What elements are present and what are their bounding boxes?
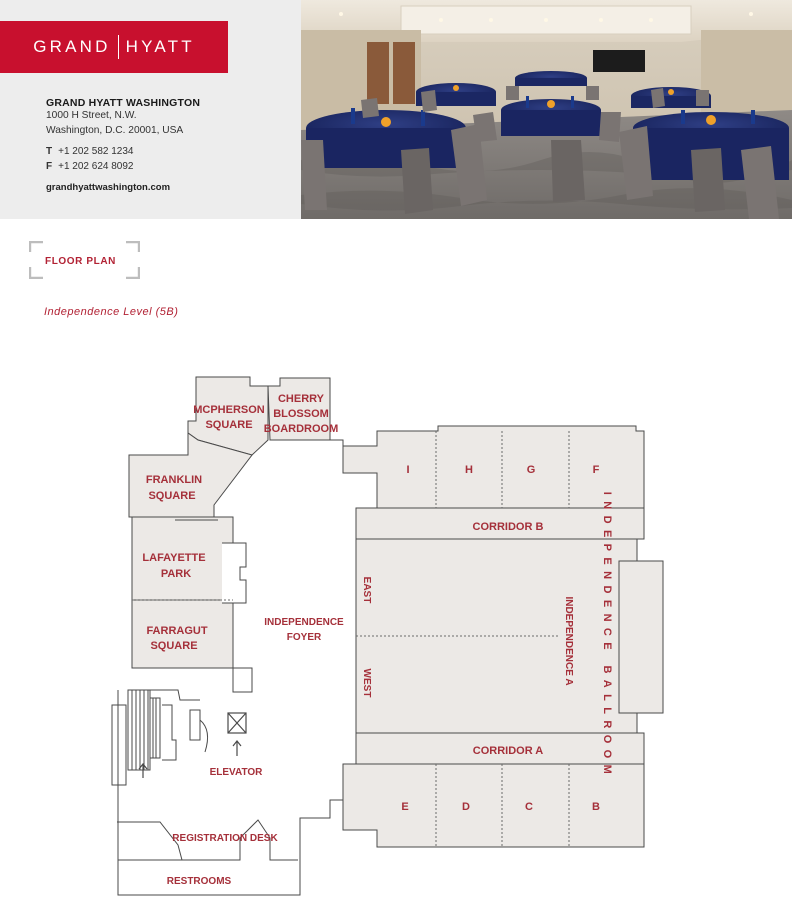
phone-prefix: T bbox=[46, 146, 53, 157]
label-section-c: C bbox=[525, 801, 533, 813]
label-independence-a: INDEPENDENCE A bbox=[563, 596, 574, 686]
level-subtitle: Independence Level (5B) bbox=[44, 306, 179, 318]
label-elevator: ELEVATOR bbox=[209, 767, 263, 778]
logo-text-grand: GRAND bbox=[33, 37, 111, 56]
ballroom-photo bbox=[301, 0, 792, 219]
label-section-f: F bbox=[592, 464, 600, 476]
floor-plan-title: FLOOR PLAN bbox=[45, 256, 116, 267]
phone-number[interactable]: +1 202 582 1234 bbox=[58, 146, 134, 157]
label-mcpherson-1: MCPHERSON bbox=[193, 404, 265, 416]
label-farragut-1: FARRAGUT bbox=[146, 625, 208, 637]
label-foyer-2: FOYER bbox=[286, 632, 322, 643]
ballroom-photo-illustration bbox=[301, 0, 792, 219]
hotel-name: GRAND HYATT WASHINGTON bbox=[46, 97, 201, 109]
label-east: EAST bbox=[361, 576, 372, 604]
label-corridor-b: CORRIDOR B bbox=[472, 521, 544, 533]
label-registration: REGISTRATION DESK bbox=[172, 833, 278, 844]
ballroom-stage[interactable] bbox=[619, 561, 663, 713]
fax-number: +1 202 624 8092 bbox=[58, 161, 134, 172]
label-franklin-2: SQUARE bbox=[148, 490, 196, 502]
label-corridor-a: CORRIDOR A bbox=[472, 745, 544, 757]
label-foyer-1: INDEPENDENCE bbox=[264, 617, 344, 628]
label-cherry-1: CHERRY bbox=[277, 393, 325, 405]
fax-prefix: F bbox=[46, 161, 53, 172]
label-farragut-2: SQUARE bbox=[150, 640, 198, 652]
label-lafayette-2: PARK bbox=[160, 568, 192, 580]
address-line-2: Washington, D.C. 20001, USA bbox=[46, 125, 184, 136]
label-section-b: B bbox=[592, 801, 600, 813]
label-lafayette-1: LAFAYETTE bbox=[142, 552, 206, 564]
label-section-d: D bbox=[462, 801, 470, 813]
address-line-1: 1000 H Street, N.W. bbox=[46, 110, 137, 121]
label-section-g: G bbox=[526, 464, 536, 476]
label-ballroom: INDEPENDENCE BALLROOM bbox=[601, 491, 613, 781]
floor-plan-svg bbox=[0, 360, 792, 900]
website-link[interactable]: grandhyattwashington.com bbox=[46, 182, 171, 193]
label-cherry-3: BOARDROOM bbox=[263, 423, 339, 435]
label-mcpherson-2: SQUARE bbox=[205, 419, 253, 431]
logo-text-hyatt: HYATT bbox=[125, 37, 195, 56]
label-section-i: I bbox=[406, 464, 410, 476]
label-franklin-1: FRANKLIN bbox=[145, 474, 203, 486]
grand-hyatt-logo[interactable] bbox=[0, 21, 228, 73]
elevator-icon[interactable] bbox=[228, 713, 246, 733]
label-restrooms: RESTROOMS bbox=[166, 876, 232, 887]
stairs bbox=[112, 690, 208, 785]
label-cherry-2: BLOSSOM bbox=[273, 408, 329, 420]
label-west: WEST bbox=[361, 668, 372, 698]
floor-plan bbox=[0, 360, 792, 900]
logo-divider bbox=[118, 35, 119, 59]
phone-line bbox=[46, 146, 133, 157]
fax-line bbox=[46, 161, 133, 172]
label-section-h: H bbox=[465, 464, 473, 476]
label-section-e: E bbox=[401, 801, 409, 813]
